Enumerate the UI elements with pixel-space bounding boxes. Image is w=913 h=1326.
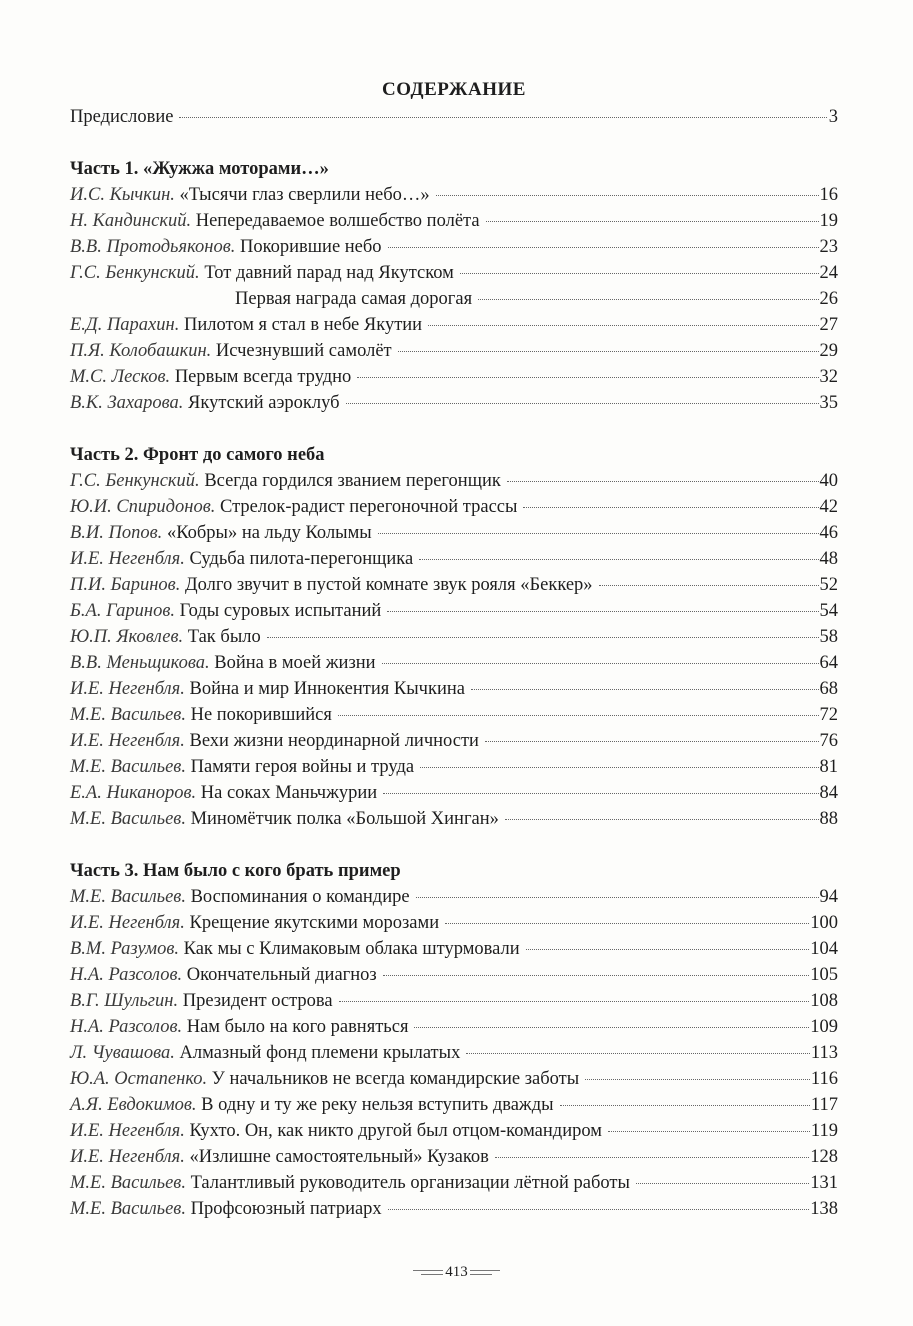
entry-title: Не покорившийся <box>190 705 332 725</box>
entry-title: Воспоминания о командире <box>190 887 410 907</box>
entry-author: Н.А. Разсолов. <box>70 1017 183 1037</box>
entry-title: «Кобры» на льду Колымы <box>166 523 372 543</box>
dot-leader <box>471 689 819 690</box>
entry-page: 54 <box>819 601 838 621</box>
entry-title: Война и мир Иннокентия Кычкина <box>189 679 465 699</box>
toc-parts <box>70 156 838 1222</box>
entry-author: И.Е. Негенбля. <box>70 549 185 569</box>
entry-title: «Излишне самостоятельный» Кузаков <box>189 1147 489 1167</box>
dot-leader <box>478 299 818 300</box>
entry-page: 27 <box>819 315 838 335</box>
dot-leader <box>466 1053 810 1054</box>
toc-entry[interactable] <box>70 286 838 312</box>
entry-author: Е.А. Никаноров. <box>70 783 197 803</box>
entry-page: 138 <box>810 1199 838 1219</box>
entry-author: И.С. Кычкин. <box>70 185 175 205</box>
dot-leader <box>383 975 810 976</box>
dot-leader <box>179 117 827 118</box>
entry-author: Ю.А. Остапенко. <box>70 1069 208 1089</box>
toc-entry[interactable] <box>70 728 838 754</box>
toc-entry[interactable] <box>70 806 838 832</box>
dot-leader <box>387 611 818 612</box>
entry-author: Н.А. Разсолов. <box>70 965 183 985</box>
toc-entry[interactable] <box>70 390 838 416</box>
entry-page: 24 <box>819 263 838 283</box>
entry-author: В.В. Протодьяконов. <box>70 237 236 257</box>
entry-page: 88 <box>819 809 838 829</box>
entry-title: Судьба пилота-перегонщика <box>189 549 414 569</box>
entry-author: Н. Кандинский. <box>70 211 192 231</box>
entry-author: Б.А. Гаринов. <box>70 601 175 621</box>
entry-title: Окончательный диагноз <box>186 965 377 985</box>
dot-leader <box>486 221 819 222</box>
toc-entry[interactable] <box>70 546 838 572</box>
toc-entry[interactable] <box>70 338 838 364</box>
entry-title: В одну и ту же реку нельзя вступить дважды <box>201 1095 554 1115</box>
entry-page: 32 <box>819 367 838 387</box>
entry-page: 113 <box>810 1043 838 1063</box>
entry-page: 109 <box>810 1017 838 1037</box>
dot-leader <box>378 533 819 534</box>
entry-page: 52 <box>819 575 838 595</box>
dot-leader <box>338 715 819 716</box>
entry-author: И.Е. Негенбля. <box>70 913 185 933</box>
toc-entry[interactable] <box>70 598 838 624</box>
dot-leader <box>382 663 819 664</box>
entry-page: 128 <box>810 1147 838 1167</box>
entry-title: Так было <box>187 627 261 647</box>
entry-page: 19 <box>819 211 838 231</box>
entry-author: Г.С. Бенкунский. <box>70 263 200 283</box>
toc-entry[interactable] <box>70 1014 838 1040</box>
part-heading[interactable]: Часть 2. Фронт до самого неба <box>70 445 325 465</box>
entry-author: И.Е. Негенбля. <box>70 731 185 751</box>
entry-author: А.Я. Евдокимов. <box>70 1095 197 1115</box>
entry-page: 100 <box>810 913 838 933</box>
dot-leader <box>428 325 818 326</box>
dot-leader <box>357 377 818 378</box>
dot-leader <box>416 897 819 898</box>
entry-page: 23 <box>819 237 838 257</box>
entry-author: Ю.И. Спиридонов. <box>70 497 216 517</box>
toc-entry[interactable] <box>70 520 838 546</box>
dot-leader <box>505 819 819 820</box>
entry-page: 3 <box>828 107 838 127</box>
toc-entry[interactable] <box>70 884 838 910</box>
entry-page: 104 <box>810 939 838 959</box>
toc-entry[interactable] <box>70 1144 838 1170</box>
entry-author: П.Я. Колобашкин. <box>70 341 212 361</box>
entry-title: У начальников не всегда командирские заботы <box>211 1069 580 1089</box>
table-of-contents <box>70 78 838 1222</box>
entry-title: Непередаваемое волшебство полёта <box>195 211 480 231</box>
entry-title: Война в моей жизни <box>214 653 376 673</box>
entry-author: Л. Чувашова. <box>70 1043 175 1063</box>
entry-page: 81 <box>819 757 838 777</box>
toc-entry[interactable] <box>70 1040 838 1066</box>
dot-leader <box>599 585 819 586</box>
entry-title: Стрелок-радист перегоночной трассы <box>220 497 518 517</box>
entry-author: И.Е. Негенбля. <box>70 1147 185 1167</box>
toc-entry[interactable] <box>70 1118 838 1144</box>
entry-title: Всегда гордился званием перегонщик <box>204 471 501 491</box>
page-number: 413 <box>445 1264 468 1280</box>
entry-title: Первым всегда трудно <box>174 367 352 387</box>
entry-title: Первая награда самая дорогая <box>235 289 473 309</box>
dot-leader <box>445 923 809 924</box>
entry-author: Г.С. Бенкунский. <box>70 471 200 491</box>
toc-entry[interactable] <box>70 1196 838 1222</box>
entry-page: 42 <box>819 497 838 517</box>
entry-title: Якутский аэроклуб <box>188 393 340 413</box>
dot-leader <box>420 767 818 768</box>
entry-page: 105 <box>810 965 838 985</box>
entry-title: На соках Маньчжурии <box>200 783 378 803</box>
entry-author: В.М. Разумов. <box>70 939 179 959</box>
entry-page: 108 <box>810 991 838 1011</box>
entry-author: В.В. Меньщикова. <box>70 653 210 673</box>
entry-title: Кухто. Он, как никто другой был отцом-командиром <box>189 1121 602 1141</box>
dot-leader <box>388 1209 810 1210</box>
part-heading[interactable]: Часть 1. «Жужжа моторами…» <box>70 159 329 179</box>
entry-page: 16 <box>819 185 838 205</box>
dot-leader <box>436 195 819 196</box>
dot-leader <box>383 793 818 794</box>
toc-entry[interactable] <box>70 702 838 728</box>
dot-leader <box>419 559 818 560</box>
dot-leader <box>388 247 819 248</box>
entry-author: М.Е. Васильев. <box>70 1173 186 1193</box>
entry-page: 48 <box>819 549 838 569</box>
toc-entry[interactable] <box>70 962 838 988</box>
entry-author: И.Е. Негенбля. <box>70 1121 185 1141</box>
entry-title: Исчезнувший самолёт <box>215 341 392 361</box>
entry-page: 84 <box>819 783 838 803</box>
entry-title: Нам было на кого равняться <box>186 1017 409 1037</box>
entry-page: 29 <box>819 341 838 361</box>
toc-entry[interactable] <box>70 1066 838 1092</box>
dot-leader <box>267 637 819 638</box>
toc-entry[interactable] <box>70 468 838 494</box>
entry-title: Покорившие небо <box>240 237 382 257</box>
entry-title: «Тысячи глаз сверлили небо…» <box>179 185 430 205</box>
entry-author: М.Е. Васильев. <box>70 705 186 725</box>
entry-page: 58 <box>819 627 838 647</box>
entry-page: 76 <box>819 731 838 751</box>
ornament-right-icon <box>470 1270 500 1275</box>
entry-title: Пилотом я стал в небе Якутии <box>183 315 423 335</box>
entry-page: 131 <box>810 1173 838 1193</box>
toc-entry[interactable] <box>70 260 838 286</box>
dot-leader <box>523 507 818 508</box>
dot-leader <box>560 1105 810 1106</box>
entry-page: 40 <box>819 471 838 491</box>
entry-author: М.Е. Васильев. <box>70 887 186 907</box>
entry-author: Е.Д. Парахин. <box>70 315 180 335</box>
entry-page: 94 <box>819 887 838 907</box>
entry-author: М.С. Лесков. <box>70 367 171 387</box>
dot-leader <box>339 1001 810 1002</box>
toc-entry[interactable] <box>70 676 838 702</box>
toc-entry[interactable] <box>70 910 838 936</box>
entry-author: В.К. Захарова. <box>70 393 184 413</box>
toc-entry[interactable] <box>70 572 838 598</box>
entry-page: 68 <box>819 679 838 699</box>
entry-page: 35 <box>819 393 838 413</box>
entry-page: 72 <box>819 705 838 725</box>
entry-page: 64 <box>819 653 838 673</box>
toc-entry[interactable] <box>70 208 838 234</box>
toc-entry[interactable] <box>70 780 838 806</box>
entry-title: Предисловие <box>70 107 174 127</box>
entry-author: В.И. Попов. <box>70 523 163 543</box>
dot-leader <box>636 1183 809 1184</box>
entry-title: Как мы с Климаковым облака штурмовали <box>183 939 520 959</box>
entry-author: М.Е. Васильев. <box>70 1199 186 1219</box>
toc-entry[interactable] <box>70 624 838 650</box>
toc-entry[interactable] <box>70 234 838 260</box>
entry-title: Годы суровых испытаний <box>179 601 382 621</box>
toc-entry[interactable] <box>70 494 838 520</box>
toc-entry[interactable] <box>70 312 838 338</box>
entry-page: 119 <box>810 1121 838 1141</box>
ornament-left-icon <box>413 1270 443 1275</box>
toc-entry-preface[interactable] <box>70 104 838 130</box>
entry-title: Президент острова <box>182 991 333 1011</box>
entry-author: П.И. Баринов. <box>70 575 181 595</box>
dot-leader <box>608 1131 810 1132</box>
entry-author: И.Е. Негенбля. <box>70 679 185 699</box>
entry-page: 117 <box>810 1095 838 1115</box>
entry-title: Миномётчик полка «Большой Хинган» <box>190 809 499 829</box>
toc-entry[interactable] <box>70 650 838 676</box>
toc-entry[interactable] <box>70 936 838 962</box>
toc-entry[interactable] <box>70 1092 838 1118</box>
entry-page: 46 <box>819 523 838 543</box>
toc-entry[interactable] <box>70 988 838 1014</box>
entry-title: Алмазный фонд племени крылатых <box>179 1043 461 1063</box>
dot-leader <box>414 1027 809 1028</box>
dot-leader <box>495 1157 809 1158</box>
entry-page: 116 <box>810 1069 838 1089</box>
entry-title: Памяти героя войны и труда <box>190 757 415 777</box>
dot-leader <box>398 351 819 352</box>
entry-author: М.Е. Васильев. <box>70 757 186 777</box>
dot-leader <box>526 949 810 950</box>
dot-leader <box>507 481 819 482</box>
dot-leader <box>485 741 819 742</box>
entry-author: М.Е. Васильев. <box>70 809 186 829</box>
dot-leader <box>460 273 819 274</box>
entry-title: Долго звучит в пустой комнате звук рояля «Беккер» <box>184 575 593 595</box>
toc-entry[interactable] <box>70 1170 838 1196</box>
entry-title: Крещение якутскими морозами <box>189 913 440 933</box>
entry-author: Ю.П. Яковлев. <box>70 627 184 647</box>
page-footer <box>0 1264 913 1281</box>
entry-page: 26 <box>819 289 838 309</box>
entry-title: Талантливый руководитель организации лётной работы <box>190 1173 630 1193</box>
dot-leader <box>585 1079 810 1080</box>
entry-title: Профсоюзный патриарх <box>190 1199 382 1219</box>
page-title: СОДЕРЖАНИЕ <box>382 79 526 100</box>
toc-entry[interactable] <box>70 364 838 390</box>
dot-leader <box>346 403 819 404</box>
entry-author: В.Г. Шульгин. <box>70 991 179 1011</box>
entry-title: Вехи жизни неординарной личности <box>189 731 479 751</box>
entry-title: Тот давний парад над Якутском <box>204 263 454 283</box>
toc-entry[interactable] <box>70 182 838 208</box>
toc-entry[interactable] <box>70 754 838 780</box>
part-heading[interactable]: Часть 3. Нам было с кого брать пример <box>70 861 401 881</box>
